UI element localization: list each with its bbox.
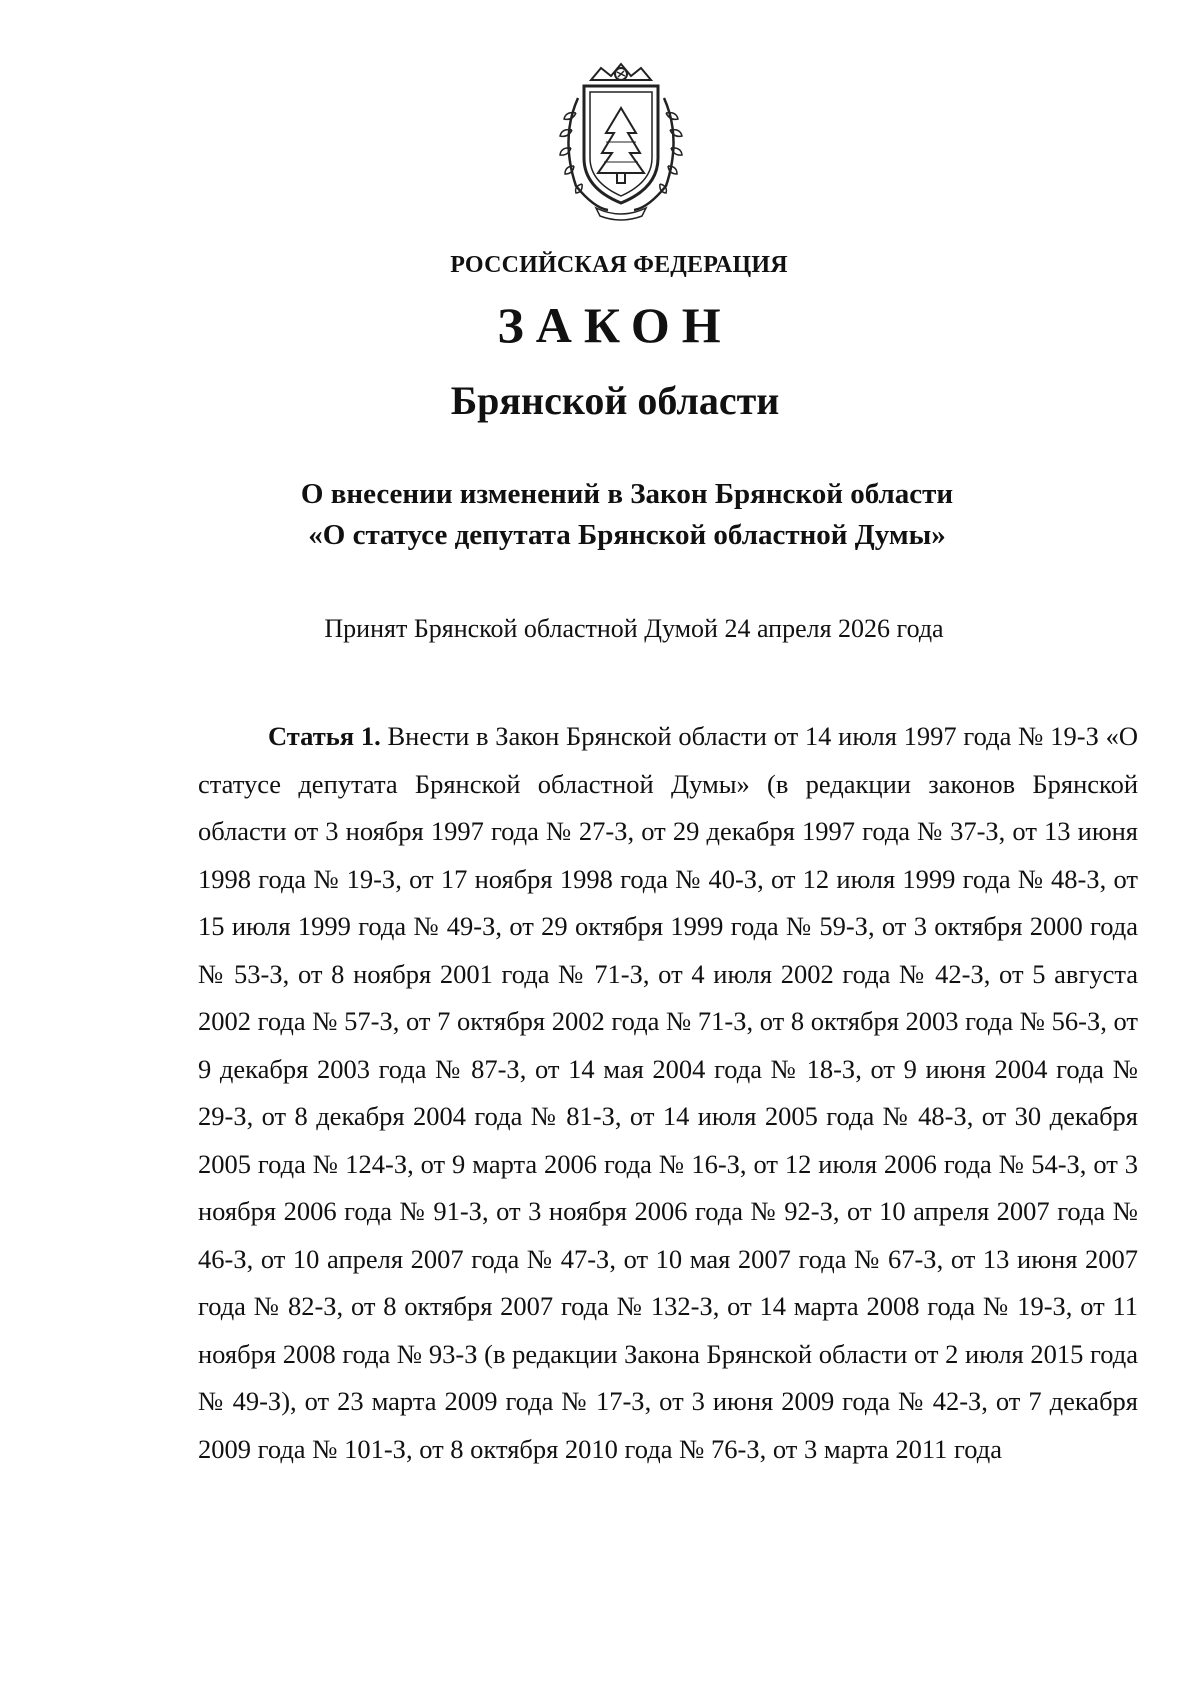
article-1-text: Внести в Закон Брянской области от 14 июля 1997 года № 19-З «О статусе депутата Брянской областной Думы» (в редакции законов Брянской области от 3 ноября 1997 года № 27-З, от 29 декабря 1997 года № 37-З, от 13 июня 1998 года № 19-З, от 17 ноября 1998 года № 40-З, от 12 июля 1999 года № 48-З, от 15 июля 1999 года № 49-З, от 29 октября 1999 года № 59-З, от 3 октября 2000 года № 53-З, от 8 ноября 2001 года № 71-З, от 4 июля 2002 года № 42-З, от 5 августа 2002 года № 57-З, от 7 октября 2002 года № 71-З, от 8 октября 2003 года № 56-З, от 9 декабря 2003 года № 87-З, от 14 мая 2004 года № 18-З, от 9 июня 2004 года № 29-З, от 8 декабря 2004 года № 81-З, от 14 июля 2005 года № 48-З, от 30 декабря 2005 года № 124-З, от 9 марта 2006 года № 16-З, от 12 июля 2006 года № 54-З, от 3 ноября 2006 года № 91-З, от 3 ноября 2006 года № 92-З, от 10 апреля 2007 года № 46-З, от 10 апреля 2007 года № 47-З, от 10 мая 2007 года № 67-З, от 13 июня 2007 года № 82-З, от 8 октября 2007 года № 132-З, от 14 марта 2008 года № 19-З, от 11 ноября 2008 года № 93-З (в редакции Закона Брянской области от 2 июля 2015 года № 49-З), от 23 марта 2009 года № 17-З, от 3 июня 2009 года № 42-З, от 7 декабря 2009 года № 101-З, от 8 октября 2010 года № 76-З, от 3 марта 2011 года bbox=[198, 721, 1139, 1464]
law-title-line-2: «О статусе депутата Брянской областной Думы» bbox=[308, 519, 946, 551]
document-type-heading: ЗАКОН bbox=[497, 297, 733, 353]
country-heading: РОССИЙСКАЯ ФЕДЕРАЦИЯ bbox=[450, 252, 788, 278]
law-title bbox=[0, 474, 1200, 556]
region-heading: Брянской области bbox=[450, 378, 780, 423]
law-title-line-1: О внесении изменений в Закон Брянской области bbox=[300, 478, 954, 510]
article-1-paragraph bbox=[198, 713, 1138, 1473]
coat-of-arms-emblem bbox=[546, 58, 696, 223]
adoption-date-line: Принят Брянской областной Думой 24 апреля 2026 года bbox=[324, 614, 944, 643]
article-1-label: Статья 1. bbox=[268, 721, 381, 751]
